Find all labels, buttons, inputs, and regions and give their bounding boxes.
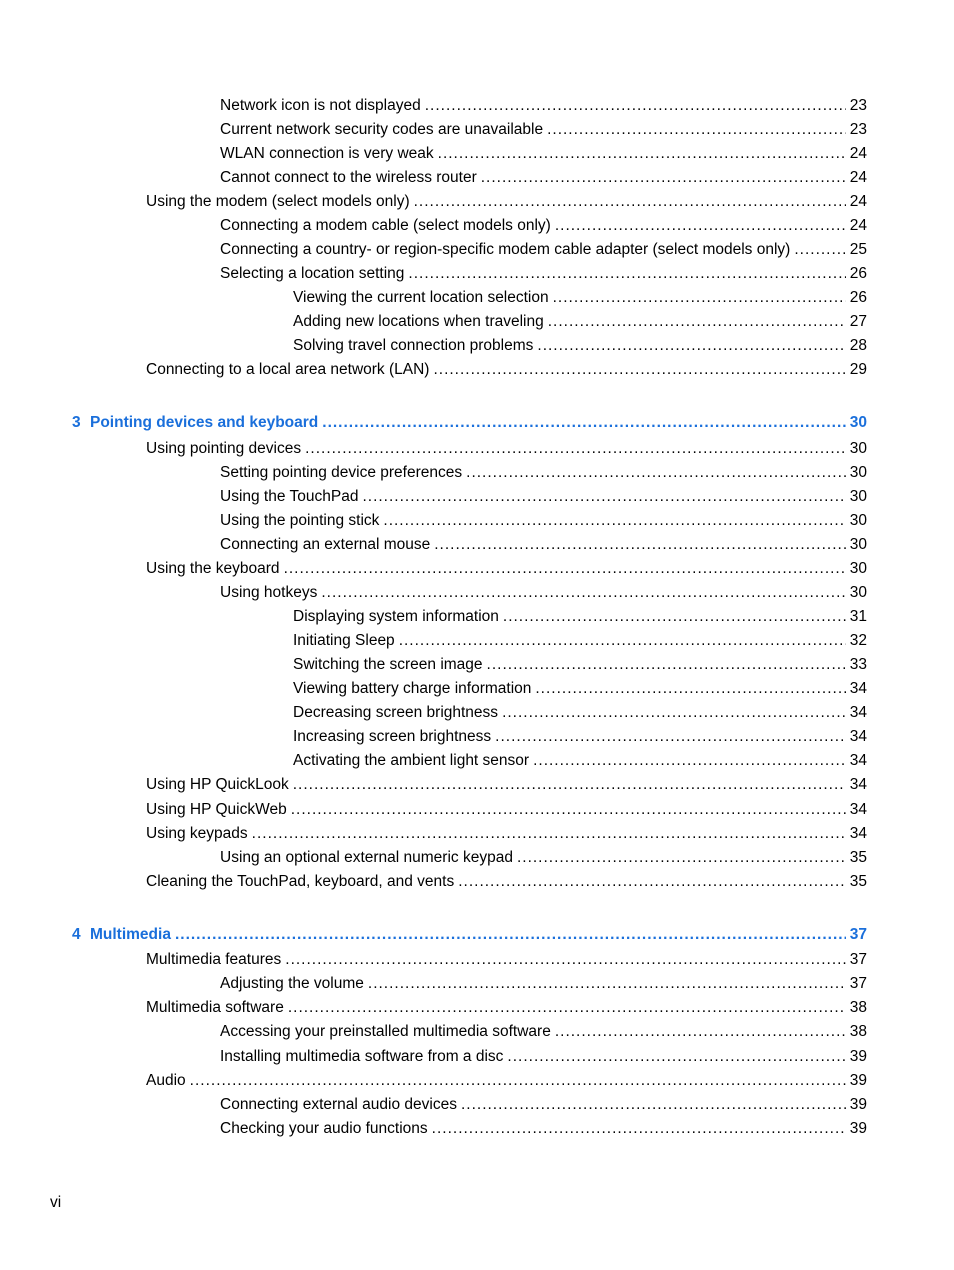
toc-page-number: 39 (849, 1120, 867, 1137)
toc-page-number: 39 (849, 1096, 867, 1113)
dot-leader (502, 703, 846, 723)
toc-entry-title: Using the modem (select models only) (146, 193, 410, 210)
toc-page-number: 37 (849, 926, 867, 943)
toc-entry[interactable] (293, 607, 867, 627)
toc-page-number: 24 (849, 193, 867, 210)
dot-leader (368, 974, 846, 994)
toc-entry[interactable] (146, 192, 867, 212)
toc-entry[interactable] (293, 727, 867, 747)
toc-entry-title: Viewing the current location selection (293, 289, 549, 306)
toc-entry[interactable] (220, 96, 867, 116)
dot-leader (466, 463, 846, 483)
toc-page-number: 27 (849, 313, 867, 330)
toc-entry[interactable] (220, 240, 867, 260)
toc-entry[interactable] (220, 463, 867, 483)
toc-entry-title: Connecting a modem cable (select models only) (220, 217, 551, 234)
toc-entry[interactable] (293, 703, 867, 723)
toc-entry-title: Multimedia features (146, 951, 282, 968)
dot-leader (175, 925, 846, 945)
toc-entry-title: Switching the screen image (293, 656, 483, 673)
toc-entry[interactable] (146, 439, 867, 459)
toc-page-number: 30 (849, 560, 867, 577)
toc-entry[interactable] (146, 950, 867, 970)
toc-entry[interactable] (146, 800, 867, 820)
toc-entry-title: Displaying system information (293, 608, 499, 625)
toc-entry-title: Cleaning the TouchPad, keyboard, and vents (146, 873, 455, 890)
dot-leader (517, 848, 846, 868)
dot-leader (291, 800, 846, 820)
toc-page-number: 30 (849, 414, 867, 431)
dot-leader (503, 607, 846, 627)
toc-page-number: 24 (849, 217, 867, 234)
toc-entry-title: Viewing battery charge information (293, 680, 532, 697)
toc-entry[interactable] (220, 1022, 867, 1042)
toc-page-number: 26 (849, 265, 867, 282)
toc-chapter-entry[interactable] (72, 925, 867, 945)
dot-leader (548, 312, 846, 332)
toc-entry[interactable] (146, 872, 867, 892)
toc-entry-title: Using pointing devices (146, 440, 302, 457)
toc-entry-title: Activating the ambient light sensor (293, 752, 530, 769)
toc-entry[interactable] (220, 168, 867, 188)
dot-leader (438, 144, 846, 164)
chapter-number: 3 (72, 414, 81, 431)
toc-entry-title: Using the keyboard (146, 560, 280, 577)
toc-entry-title: Connecting to a local area network (LAN) (146, 361, 430, 378)
dot-leader (408, 264, 845, 284)
toc-entry-title: Accessing your preinstalled multimedia software (220, 1023, 551, 1040)
toc-page-number: 34 (849, 752, 867, 769)
toc-entry-title: Current network security codes are unavailable (220, 121, 544, 138)
toc-page-number: 24 (849, 145, 867, 162)
toc-page-number: 35 (849, 849, 867, 866)
toc-page-number: 34 (849, 825, 867, 842)
toc-entry-title: WLAN connection is very weak (220, 145, 434, 162)
toc-entry[interactable] (293, 312, 867, 332)
toc-page-number: 30 (849, 488, 867, 505)
toc-page-number: 37 (849, 951, 867, 968)
dot-leader (383, 511, 845, 531)
toc-entry-title: Connecting an external mouse (220, 536, 431, 553)
dot-leader (535, 679, 845, 699)
toc-chapter-entry[interactable] (72, 413, 867, 433)
dot-leader (433, 360, 845, 380)
toc-entry-title: Using keypads (146, 825, 248, 842)
dot-leader (362, 487, 845, 507)
dot-leader (284, 559, 846, 579)
toc-page-number: 39 (849, 1048, 867, 1065)
toc-page-number: 26 (849, 289, 867, 306)
dot-leader (507, 1047, 845, 1067)
toc-entry[interactable] (220, 1047, 867, 1067)
toc-page-number: 34 (849, 704, 867, 721)
toc-entry[interactable] (220, 848, 867, 868)
chapter-title: Multimedia (90, 926, 171, 943)
toc-page-number: 29 (849, 361, 867, 378)
chapter-title: Pointing devices and keyboard (90, 414, 319, 431)
toc-page-number: 39 (849, 1072, 867, 1089)
dot-leader (399, 631, 846, 651)
toc-entry[interactable] (146, 559, 867, 579)
dot-leader (458, 872, 846, 892)
toc-page-number: 30 (849, 584, 867, 601)
dot-leader (555, 216, 846, 236)
toc-page-number: 23 (849, 97, 867, 114)
dot-leader (190, 1071, 846, 1091)
toc-entry[interactable] (220, 264, 867, 284)
dot-leader (547, 120, 846, 140)
toc-entry[interactable] (220, 511, 867, 531)
toc-entry[interactable] (146, 1071, 867, 1091)
toc-entry-title: Using an optional external numeric keypad (220, 849, 513, 866)
toc-entry[interactable] (146, 998, 867, 1018)
dot-leader (305, 439, 846, 459)
toc-entry-title: Connecting external audio devices (220, 1096, 457, 1113)
toc-entry-title: Adjusting the volume (220, 975, 364, 992)
toc-page-number: 34 (849, 801, 867, 818)
toc-page-number: 35 (849, 873, 867, 890)
dot-leader (495, 727, 846, 747)
toc-page-number: 30 (849, 536, 867, 553)
dot-leader (434, 535, 846, 555)
toc-entry-title: Adding new locations when traveling (293, 313, 544, 330)
toc-entry-title: Using HP QuickWeb (146, 801, 287, 818)
toc-entry-title (72, 413, 318, 433)
toc-page-number: 34 (849, 776, 867, 793)
dot-leader (533, 751, 846, 771)
toc-page-number: 37 (849, 975, 867, 992)
toc-entry-title: Solving travel connection problems (293, 337, 534, 354)
dot-leader (252, 824, 846, 844)
toc-entry-title: Using HP QuickLook (146, 776, 289, 793)
dot-leader (293, 775, 846, 795)
toc-entry-title (72, 925, 171, 945)
toc-entry-title: Decreasing screen brightness (293, 704, 499, 721)
toc-entry-title: Cannot connect to the wireless router (220, 169, 477, 186)
dot-leader (555, 1022, 846, 1042)
dot-leader (414, 192, 846, 212)
toc-entry[interactable] (220, 974, 867, 994)
toc-entry[interactable] (293, 655, 867, 675)
toc-page-number: 23 (849, 121, 867, 138)
toc-entry-title: Audio (146, 1072, 186, 1089)
toc-page-number: 34 (849, 728, 867, 745)
toc-entry[interactable] (220, 1119, 867, 1139)
chapter-number: 4 (72, 926, 81, 943)
toc-entry[interactable] (293, 751, 867, 771)
toc-page-number: 38 (849, 999, 867, 1016)
toc-entry-title: Initiating Sleep (293, 632, 395, 649)
toc-entry-title: Using hotkeys (220, 584, 318, 601)
dot-leader (553, 288, 846, 308)
dot-leader (288, 998, 846, 1018)
toc-page-number: 25 (849, 241, 867, 258)
toc-entry[interactable] (146, 824, 867, 844)
dot-leader (487, 655, 846, 675)
toc-entry-title: Using the pointing stick (220, 512, 380, 529)
toc-page-number: 38 (849, 1023, 867, 1040)
page-number-footer: vi (50, 1194, 62, 1211)
dot-leader (322, 413, 845, 433)
toc-entry[interactable] (293, 631, 867, 651)
toc-entry[interactable] (146, 775, 867, 795)
toc-entry[interactable] (220, 535, 867, 555)
toc-entry[interactable] (220, 1095, 867, 1115)
toc-entry-title: Connecting a country- or region-specific modem cable adapter (select models only) (220, 241, 791, 258)
toc-page-number: 30 (849, 440, 867, 457)
toc-entry-title: Selecting a location setting (220, 265, 405, 282)
toc-entry-title: Increasing screen brightness (293, 728, 492, 745)
toc-entry[interactable] (293, 336, 867, 356)
toc-entry-title: Checking your audio functions (220, 1120, 428, 1137)
toc-entry[interactable] (220, 120, 867, 140)
toc-entry-title: Setting pointing device preferences (220, 464, 463, 481)
dot-leader (285, 950, 845, 970)
toc-page-number: 34 (849, 680, 867, 697)
toc-entry[interactable] (220, 487, 867, 507)
toc-entry-title: Installing multimedia software from a disc (220, 1048, 504, 1065)
toc-entry-title: Multimedia software (146, 999, 284, 1016)
dot-leader (461, 1095, 846, 1115)
dot-leader (537, 336, 845, 356)
toc-entry[interactable] (293, 288, 867, 308)
toc-page-number: 30 (849, 512, 867, 529)
toc-entry-title: Network icon is not displayed (220, 97, 421, 114)
toc-entry-title: Using the TouchPad (220, 488, 359, 505)
dot-leader (481, 168, 846, 188)
toc-page-number: 30 (849, 464, 867, 481)
dot-leader (425, 96, 846, 116)
toc-entry[interactable] (293, 679, 867, 699)
toc-entry[interactable] (220, 144, 867, 164)
toc-entry[interactable] (146, 360, 867, 380)
toc-entry[interactable] (220, 583, 867, 603)
toc-page-number: 32 (849, 632, 867, 649)
dot-leader (794, 240, 845, 260)
dot-leader (432, 1119, 846, 1139)
toc-page-number: 33 (849, 656, 867, 673)
toc-page-number: 28 (849, 337, 867, 354)
toc-entry[interactable] (220, 216, 867, 236)
dot-leader (321, 583, 845, 603)
toc-page-number: 24 (849, 169, 867, 186)
toc-page-number: 31 (849, 608, 867, 625)
